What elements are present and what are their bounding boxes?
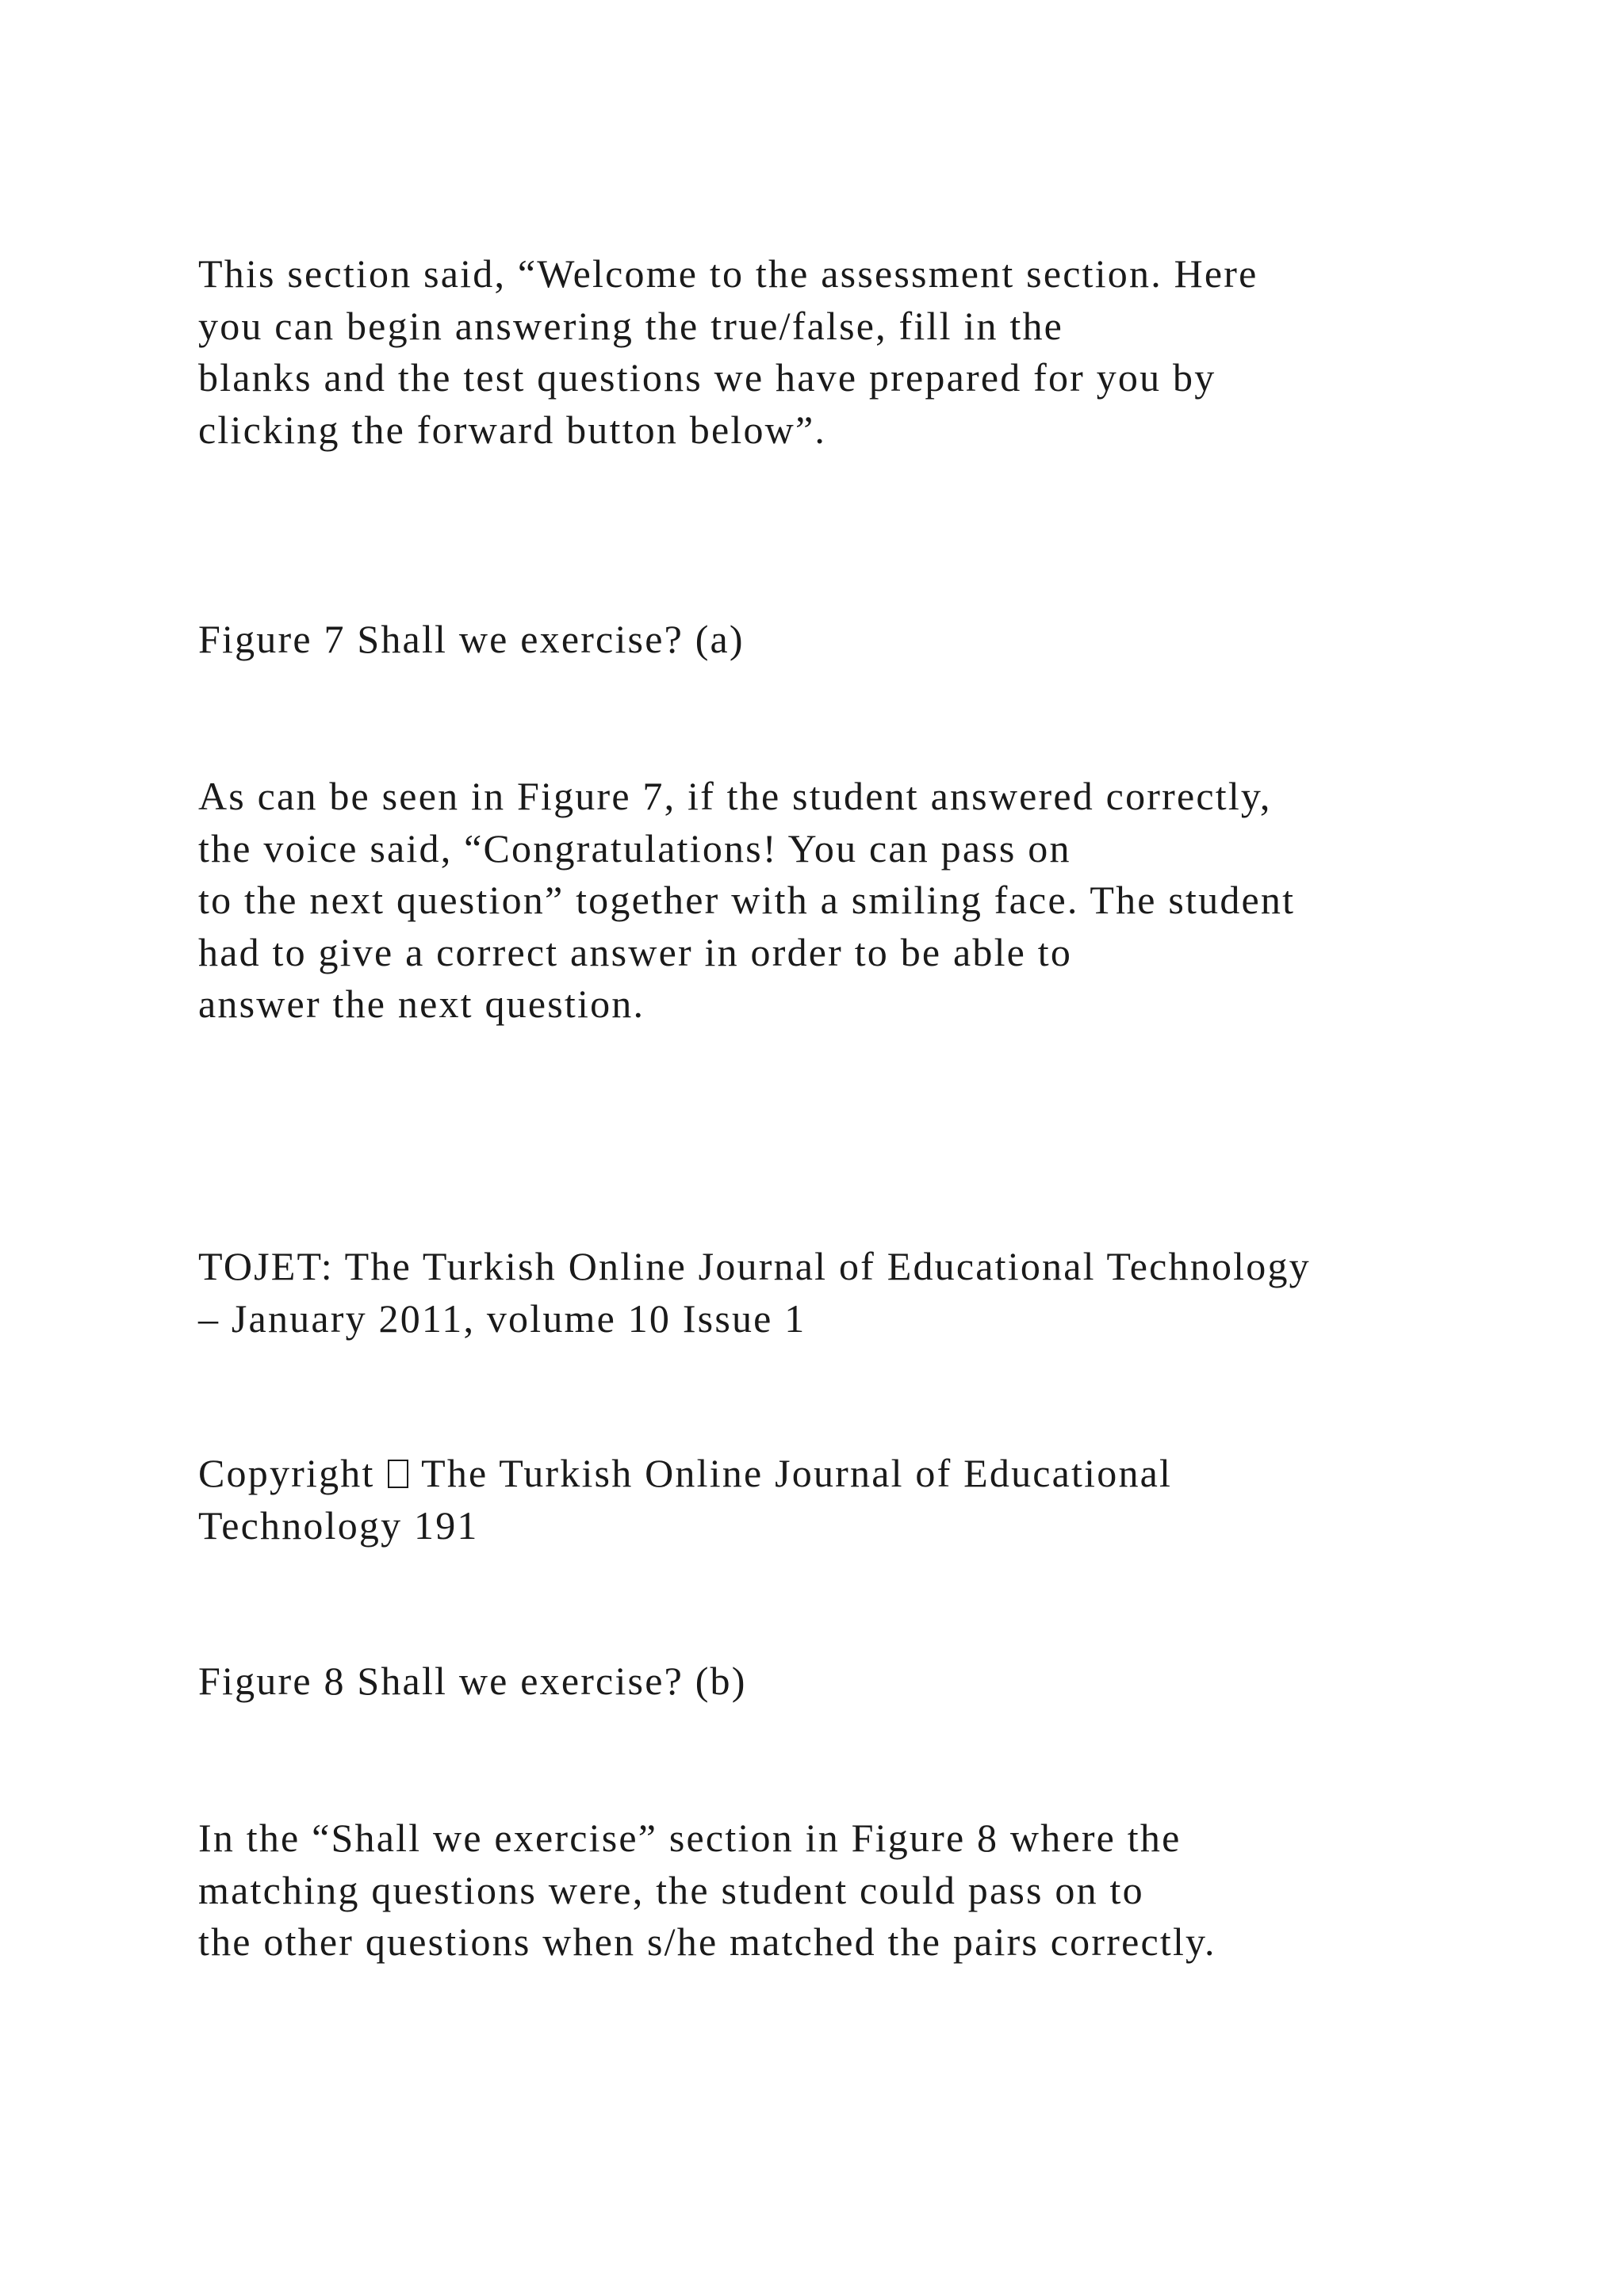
text-line: This section said, “Welcome to the assessment section. Here: [198, 251, 1258, 296]
text-line: TOJET: The Turkish Online Journal of Educational Technology: [198, 1244, 1311, 1288]
text-line: answer the next question.: [198, 982, 645, 1026]
text-line: you can begin answering the true/false, fill in the: [198, 303, 1064, 348]
journal-header: [198, 1241, 1467, 1345]
missing-glyph-icon: [388, 1460, 408, 1488]
text-line: [198, 1448, 1467, 1500]
text-line: matching questions were, the student could pass on to: [198, 1867, 1144, 1912]
text-line: clicking the forward button below”.: [198, 407, 827, 452]
text-line: blanks and the test questions we have prepared for you by: [198, 355, 1216, 400]
text-line: – January 2011, volume 10 Issue 1: [198, 1295, 806, 1341]
copyright-notice: [198, 1448, 1467, 1552]
figure-8-caption: [198, 1655, 1467, 1708]
caption-text: Figure 8 Shall we exercise? (b): [198, 1659, 747, 1703]
text-line: the voice said, “Congratulations! You can pass on: [198, 825, 1071, 871]
text-line: had to give a correct answer in order to be able to: [198, 929, 1073, 974]
caption-text: Figure 7 Shall we exercise? (a): [198, 617, 745, 661]
copyright-rest: The Turkish Online Journal of Educational: [421, 1451, 1173, 1495]
text-line: As can be seen in Figure 7, if the student answered correctly,: [198, 774, 1272, 818]
text-line: Technology 191: [198, 1502, 479, 1548]
figure-7-caption: [198, 614, 1467, 666]
text-line: the other questions when s/he matched the pairs correctly.: [198, 1919, 1216, 1964]
intro-paragraph: [198, 248, 1467, 456]
figure-7-paragraph: [198, 771, 1467, 1031]
text-line: to the next question” together with a smiling face. The student: [198, 878, 1296, 922]
copyright-prefix: Copyright: [198, 1451, 375, 1495]
text-line: In the “Shall we exercise” section in Figure 8 where the: [198, 1816, 1182, 1860]
figure-8-paragraph: [198, 1812, 1467, 1969]
